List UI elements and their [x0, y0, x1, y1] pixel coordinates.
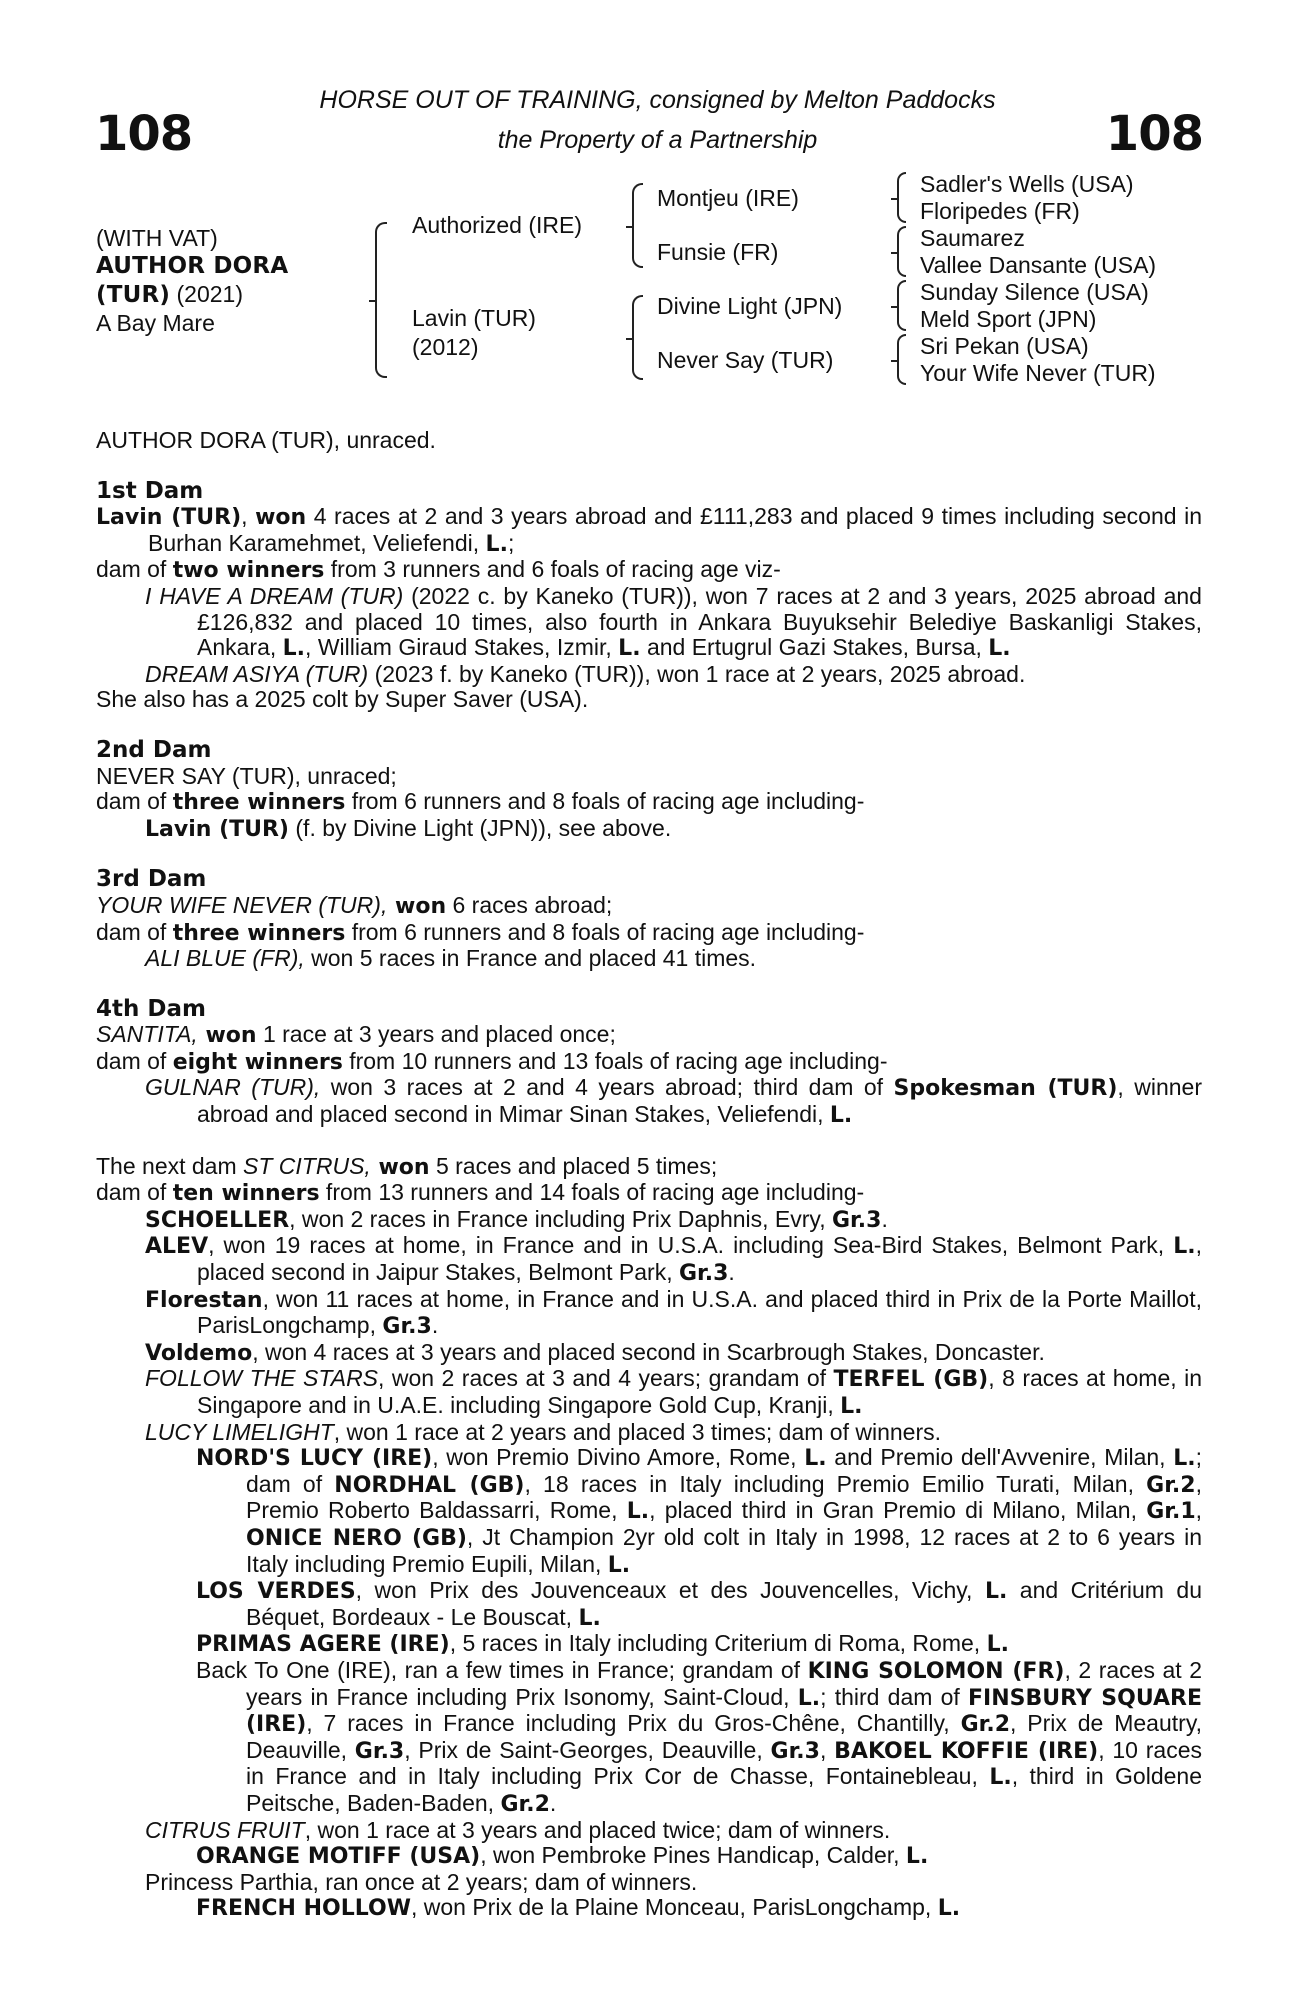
horse-name: AUTHOR DORA	[96, 253, 289, 279]
dam-name: Lavin (TUR)	[96, 505, 242, 531]
produce-entry: GULNAR (TUR), won 3 races at 2 and 4 years abroad; third dam of Spokesman (TUR), winner abroad and placed second in Mimar Sinan Stakes, Veliefendi, L.	[145, 1074, 1202, 1129]
produce-entry: DREAM ASIYA (TUR) (2023 f. by Kaneko (TUR)), won 1 race at 2 years, 2025 abroad.	[145, 660, 1026, 687]
produce-entry: LUCY LIMELIGHT, won 1 race at 2 years and placed 3 times; dam of winners.	[145, 1418, 942, 1445]
section-heading: 4th Dam	[96, 995, 206, 1022]
produce-entry-nested: FRENCH HOLLOW, won Prix de la Plaine Monceau, ParisLongchamp, L.	[196, 1894, 961, 1922]
grandsire-sire: Montjeu (IRE)	[657, 185, 799, 211]
subject-block	[96, 224, 288, 337]
produce-entry-nested: Back To One (IRE), ran a few times in France; grandam of KING SOLOMON (FR), 2 races at 2 years in France including Prix Isonomy, Saint-Cloud, L.; third dam of FINSBURY SQUARE (IRE), 7 races in France including Prix du Gros-Chêne, Chantilly, Gr.2, Prix de Meautry, Deauville, Gr.3, Prix de Saint-Georges, Deauville, Gr.3, BAKOEL KOFFIE (IRE), 10 races in France and in Italy including Prix Cor de Chasse, Fontainebleau, L., third in Goldene Peitsche, Baden-Baden, Gr.2.	[196, 1656, 1203, 1817]
dam-record: Lavin (TUR), won 4 races at 2 and 3 years abroad and £111,283 and placed 9 times including second in Burhan Karamehmet, Veliefendi, L.;	[96, 503, 1202, 557]
produce-entry: I HAVE A DREAM (TUR) (2022 c. by Kaneko (TUR)), won 7 races at 2 and 3 years, 2025 abroad and £126,832 and placed 10 times, also fourth in Ankara Buyuksehir Belediye Baskanligi Stakes, Ankara, L., William Giraud Stakes, Izmir, L. and Ertugrul Gazi Stakes, Bursa, L.	[145, 582, 1202, 662]
produce-summary: dam of two winners from 3 runners and 6 foals of racing age viz-	[96, 556, 781, 584]
ancestor-gen3-5: Sunday Silence (USA)	[920, 279, 1149, 305]
produce-entry: ALEV, won 19 races at home, in France and in U.S.A. including Sea-Bird Stakes, Belmont Park, L., placed second in Jaipur Stakes, Belmont Park, Gr.3.	[145, 1232, 1202, 1287]
brace-gen3-3	[897, 280, 906, 331]
produce-entry: ALI BLUE (FR), won 5 races in France and placed 41 times.	[145, 945, 757, 972]
produce-entry-nested: NORD'S LUCY (IRE), won Premio Divino Amore, Rome, L. and Premio dell'Avvenire, Milan, L.; dam of NORDHAL (GB), 18 races in Italy including Premio Emilio Turati, Milan, Gr.2, Premio Roberto Baldassarri, Rome, L., placed third in Gran Premio di Milano, Milan, Gr.1, ONICE NERO (GB), Jt Champion 2yr old colt in Italy in 1998, 12 races at 2 to 6 years in Italy including Premio Eupili, Milan, L.	[196, 1444, 1203, 1578]
catalogue-body	[96, 428, 1202, 1922]
produce-summary: dam of eight winners from 10 runners and 13 foals of racing age including-	[96, 1047, 888, 1075]
produce-summary: dam of ten winners from 13 runners and 14 foals of racing age including-	[96, 1179, 865, 1207]
produce-entry: FOLLOW THE STARS, won 2 races at 3 and 4 years; grandam of TERFEL (GB), 8 races at home, in Singapore and in U.A.E. including Singapore Gold Cup, Kranji, L.	[145, 1365, 1202, 1419]
ancestor-gen3-2: Floripedes (FR)	[920, 198, 1080, 224]
produce-summary: dam of three winners from 6 runners and 8 foals of racing age including-	[96, 788, 865, 816]
sire-name: Authorized (IRE)	[412, 212, 583, 238]
sale-header	[0, 80, 1315, 160]
ancestor-gen3-6: Meld Sport (JPN)	[920, 306, 1097, 332]
next-dam-section	[96, 1154, 1202, 1922]
produce-entry: CITRUS FRUIT, won 1 race at 3 years and placed twice; dam of winners.	[145, 1816, 891, 1843]
horse-description: A Bay Mare	[96, 310, 215, 336]
dam-record: SANTITA, won 1 race at 3 years and placed once;	[96, 1021, 616, 1049]
produce-entry: Voldemo, won 4 races at 3 years and placed second in Scarbrough Stakes, Doncaster.	[145, 1338, 1045, 1366]
intro-line: AUTHOR DORA (TUR), unraced.	[96, 427, 436, 453]
produce-entry: Florestan, won 11 races at home, in France and in U.S.A. and placed third in Prix de la Porte Maillot, ParisLongchamp, Gr.3.	[145, 1285, 1202, 1340]
produce-entry-nested: ORANGE MOTIFF (USA), won Pembroke Pines Handicap, Calder, L.	[196, 1842, 929, 1870]
lot-number-right: 108	[1105, 106, 1203, 162]
granddam-dam: Never Say (TUR)	[657, 347, 834, 373]
produce-entry: Princess Parthia, ran once at 2 years; dam of winners.	[145, 1868, 698, 1895]
ancestor-gen3-3: Saumarez	[920, 225, 1025, 251]
section-heading: 1st Dam	[96, 477, 204, 504]
brace-gen3-1	[897, 172, 906, 223]
dam-year: (2012)	[412, 334, 479, 360]
produce-entry: SCHOELLER, won 2 races in France including Prix Daphnis, Evry, Gr.3.	[145, 1205, 888, 1233]
granddam-sire: Funsie (FR)	[657, 239, 779, 265]
dam-record: YOUR WIFE NEVER (TUR), won 6 races abroad;	[96, 891, 613, 919]
ancestor-gen3-1: Sadler's Wells (USA)	[920, 171, 1134, 197]
also-note: She also has a 2025 colt by Super Saver (USA).	[96, 686, 589, 713]
brace-gen2-bottom	[632, 295, 643, 380]
horse-year: (2021)	[176, 281, 243, 307]
section-heading: 2nd Dam	[96, 736, 212, 763]
brace-gen1	[375, 222, 387, 378]
dam-record: NEVER SAY (TUR), unraced;	[96, 762, 397, 789]
ancestor-gen3-7: Sri Pekan (USA)	[920, 333, 1089, 359]
third-dam-section	[96, 867, 1202, 971]
ancestor-gen3-4: Vallee Dansante (USA)	[920, 252, 1157, 278]
brace-gen2-top	[632, 183, 643, 268]
dam-record: The next dam ST CITRUS, won 5 races and placed 5 times;	[96, 1152, 718, 1180]
property-line: the Property of a Partnership	[497, 126, 818, 154]
brace-gen3-4	[897, 334, 906, 385]
horse-origin-year	[96, 280, 288, 309]
horse-country: (TUR)	[96, 282, 171, 308]
produce-entry-nested: LOS VERDES, won Prix des Jouvenceaux et des Jouvencelles, Vichy, L. and Critérium du Béquet, Bordeaux - Le Bouscat, L.	[196, 1577, 1202, 1631]
produce-entry: Lavin (TUR) (f. by Divine Light (JPN)), see above.	[145, 814, 672, 842]
vat-note: (WITH VAT)	[96, 225, 218, 251]
produce-entry-nested: PRIMAS AGERE (IRE), 5 races in Italy including Criterium di Roma, Rome, L.	[196, 1630, 1009, 1658]
consignment-line: HORSE OUT OF TRAINING, consigned by Melton Paddocks	[319, 86, 996, 114]
produce-summary: dam of three winners from 6 runners and 8 foals of racing age including-	[96, 918, 865, 946]
lot-number-left: 108	[95, 106, 193, 162]
first-dam-section	[96, 479, 1202, 713]
dam-name: Lavin (TUR)	[412, 305, 536, 331]
grandsire-dam: Divine Light (JPN)	[657, 293, 843, 319]
section-heading: 3rd Dam	[96, 866, 207, 893]
fourth-dam-section	[96, 997, 1202, 1129]
ancestor-gen3-8: Your Wife Never (TUR)	[920, 360, 1156, 386]
second-dam-section	[96, 738, 1202, 842]
brace-gen3-2	[897, 226, 906, 277]
